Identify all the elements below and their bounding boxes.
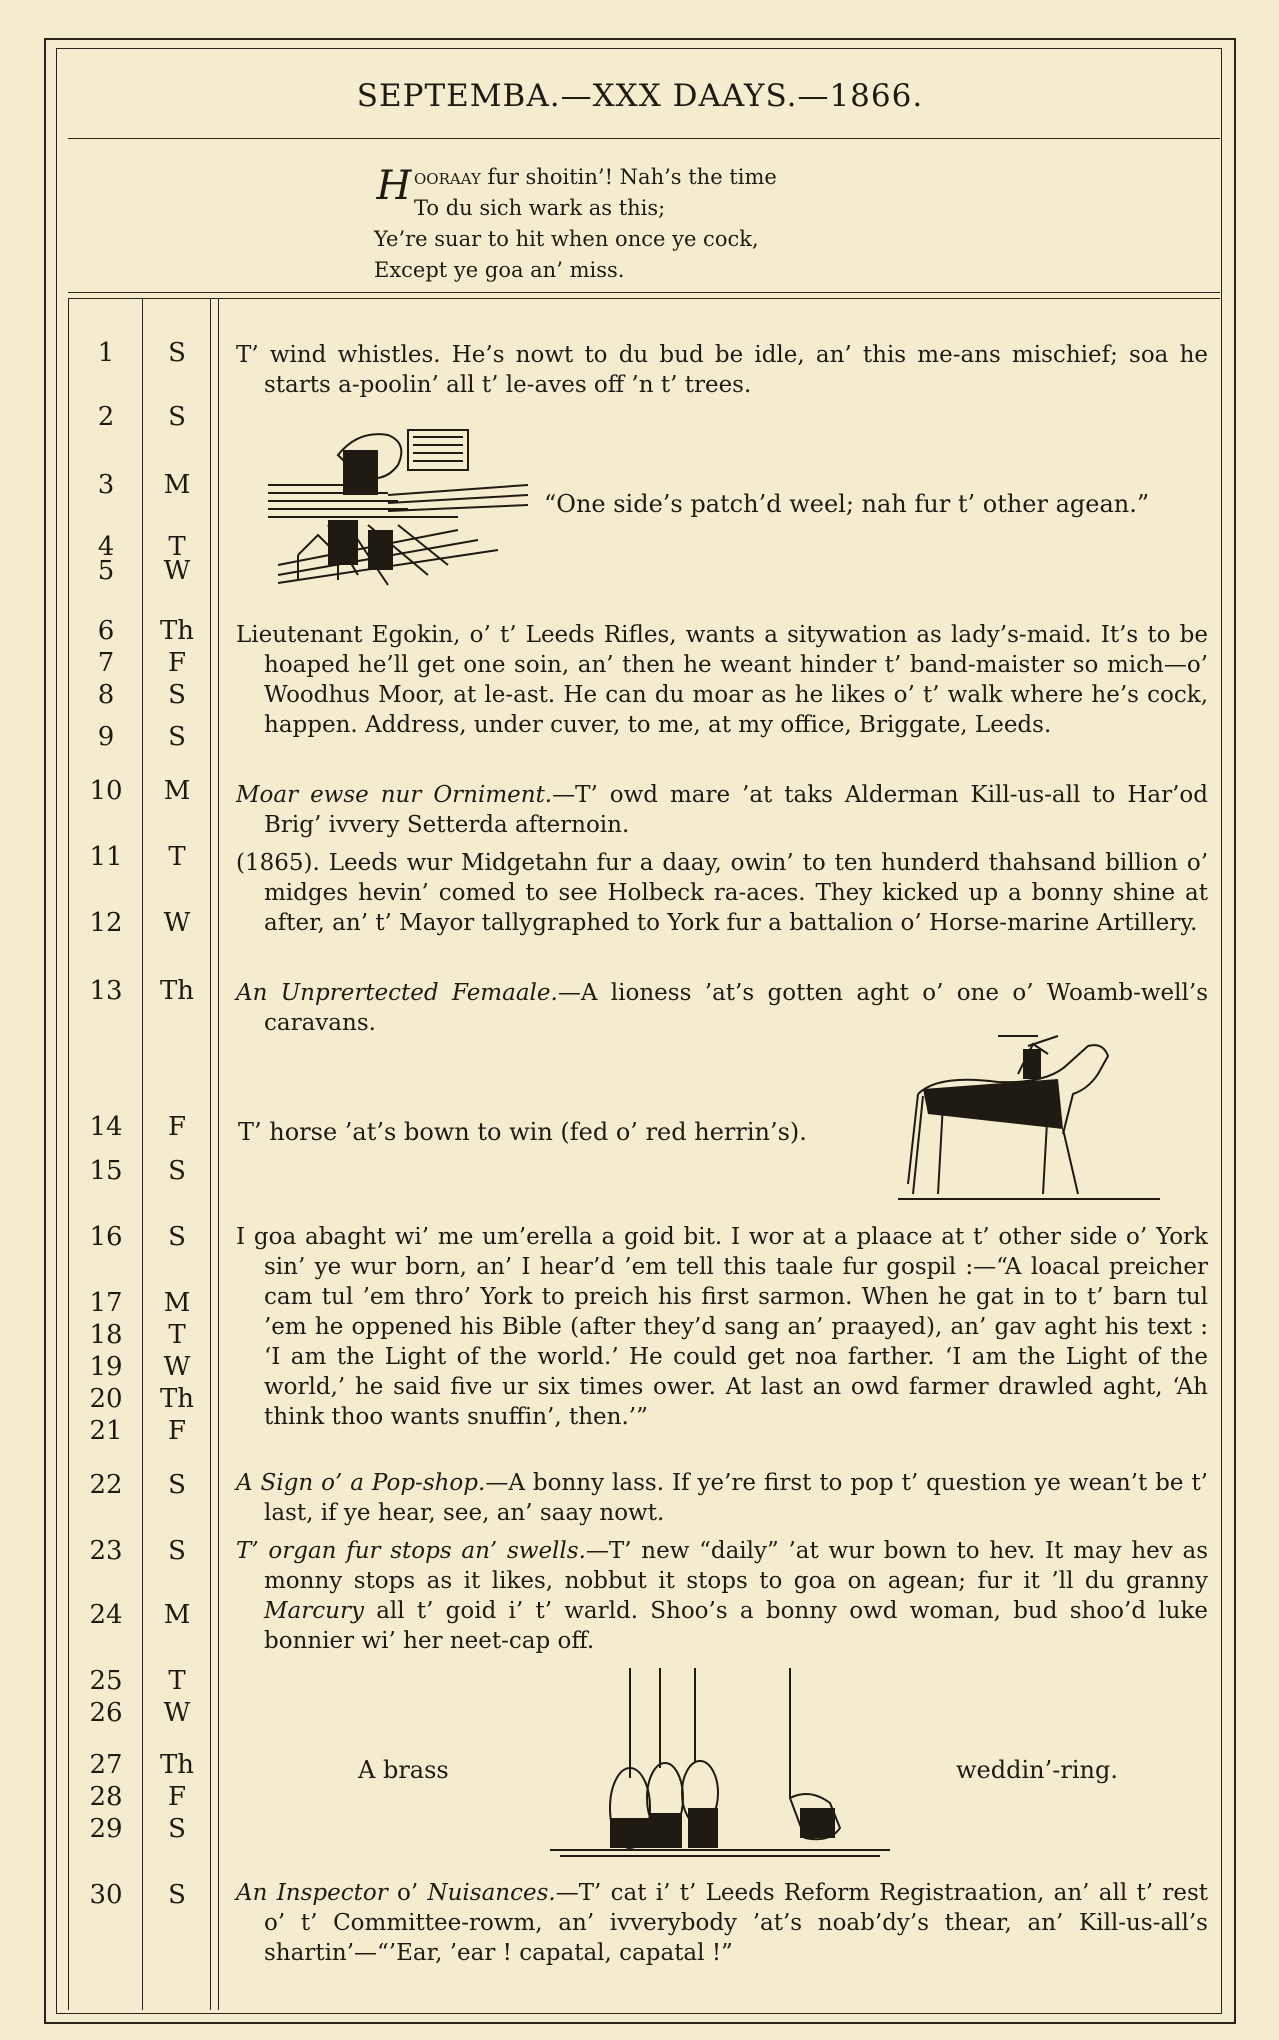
weekday-label: S <box>168 722 186 752</box>
brass-instruments-illustration <box>550 1668 900 1860</box>
weekday-label: S <box>168 338 186 368</box>
weekday-label: T <box>168 1320 186 1350</box>
day-number: 21 <box>89 1416 123 1446</box>
verse-line-3: Ye’re suar to hit when once ye cock, <box>374 227 759 251</box>
dropcap: H <box>376 163 412 209</box>
day-number: 24 <box>89 1600 123 1630</box>
day-number: 1 <box>97 338 115 368</box>
weekday-label: W <box>163 556 191 586</box>
weekday-label: S <box>168 1222 186 1252</box>
weekday-label: M <box>163 776 191 806</box>
weekday-label: Th <box>159 976 195 1006</box>
weekday-label: S <box>168 1156 186 1186</box>
day-number: 22 <box>89 1470 123 1500</box>
entry-femaale: An Unprertected Femaale.—A lioness ’at’s gotten aght o’ one o’ Woamb-well’s caravans. <box>236 980 1208 1036</box>
verse-line-1: ooraay fur shoitin’! Nah’s the time <box>414 165 777 189</box>
weekday-label: S <box>168 1814 186 1844</box>
weekday-label: T <box>168 1666 186 1696</box>
entry-inspector: An Inspector o’ Nuisances.—T’ cat i’ t’ Leeds Reform Registraation, an’ all t’ rest o’ t’ Committee-rowm, an’ ivverybody ’at’s noab’dy’s thear, an’ Kill-us-all’s shartin’—“’Ear, ’ear ! capatal, capatal !” <box>236 1880 1208 1966</box>
title-rule <box>68 138 1220 139</box>
weekday-label: W <box>163 908 191 938</box>
day-number: 7 <box>97 648 115 678</box>
weekday-label: Th <box>159 1750 195 1780</box>
day-number: 4 <box>97 532 115 562</box>
brass-caption-right: weddin’-ring. <box>956 1756 1118 1784</box>
column-line <box>68 298 69 2010</box>
weekday-label: M <box>163 1288 191 1318</box>
day-number: 17 <box>89 1288 123 1318</box>
day-number: 19 <box>89 1352 123 1382</box>
verse-line-2: To du sich wark as this; <box>414 196 666 220</box>
weekday-label: M <box>163 1600 191 1630</box>
day-number: 26 <box>89 1698 123 1728</box>
day-number: 23 <box>89 1536 123 1566</box>
weekday-label: F <box>167 648 187 678</box>
day-number: 30 <box>89 1880 123 1910</box>
day-number: 27 <box>89 1750 123 1780</box>
opening-verse <box>374 162 777 286</box>
weekday-label: F <box>167 1416 187 1446</box>
day-number: 5 <box>97 556 115 586</box>
entry-wind: T’ wind whistles. He’s nowt to du bud be idle, an’ this me-ans mischief; soa he starts a-poolin’ all t’ le-aves off ’n t’ trees. <box>236 342 1208 398</box>
day-number: 13 <box>89 976 123 1006</box>
day-number: 6 <box>97 616 115 646</box>
verse-rule-1 <box>68 292 1220 293</box>
brass-caption-left: A brass <box>358 1756 449 1784</box>
verse-rule-2 <box>68 298 1220 299</box>
weekday-label: F <box>167 1782 187 1812</box>
day-number: 16 <box>89 1222 123 1252</box>
day-number: 29 <box>89 1814 123 1844</box>
weekday-label: F <box>167 1112 187 1142</box>
horse-caption: T’ horse ’at’s bown to win (fed o’ red herrin’s). <box>238 1118 807 1146</box>
weekday-label: M <box>163 470 191 500</box>
patch-caption: “One side’s patch’d weel; nah fur t’ other agean.” <box>544 490 1150 518</box>
weekday-label: S <box>168 1536 186 1566</box>
column-line <box>210 298 211 2010</box>
day-number: 14 <box>89 1112 123 1142</box>
day-number: 11 <box>89 842 123 872</box>
day-number: 10 <box>89 776 123 806</box>
day-number: 3 <box>97 470 115 500</box>
weekday-label: T <box>168 842 186 872</box>
verse-line-4: Except ye goa an’ miss. <box>374 258 625 282</box>
weekday-label: W <box>163 1698 191 1728</box>
day-number: 2 <box>97 402 115 432</box>
column-line <box>142 298 143 2010</box>
weekday-label: T <box>168 532 186 562</box>
day-number: 9 <box>97 722 115 752</box>
day-number: 28 <box>89 1782 123 1812</box>
weekday-label: S <box>168 1880 186 1910</box>
patched-figure-illustration <box>258 425 538 590</box>
day-number: 25 <box>89 1666 123 1696</box>
weekday-label: W <box>163 1352 191 1382</box>
column-line <box>218 298 219 2010</box>
entry-sign: A Sign o’ a Pop-shop.—A bonny lass. If ye’re first to pop t’ question ye wean’t be t’ last, if ye hear, see, an’ saay nowt. <box>236 1470 1208 1526</box>
day-number: 20 <box>89 1384 123 1414</box>
entry-organ: T’ organ fur stops an’ swells.—T’ new “daily” ’at wur bown to hev. It may hev as monny stops as it likes, nobbut it stops to goa on agean; fur it ’ll du granny Marcury all t’ goid i’ t’ warld. Shoo’s a bonny owd woman, bud shoo’d luke bonnier wi’ her neet-cap off. <box>236 1538 1208 1654</box>
weekday-label: S <box>168 680 186 710</box>
weekday-label: S <box>168 1470 186 1500</box>
entry-moar: Moar ewse nur Orniment.—T’ owd mare ’at taks Alderman Kill-us-all to Har’od Brig’ ivvery Setterda afternoin. <box>236 782 1208 838</box>
day-number: 18 <box>89 1320 123 1350</box>
entry-umbrella: I goa abaght wi’ me um’erella a goid bit. I wor at a plaace at t’ other side o’ York sin’ ye wur born, an’ I hear’d ’em tell this taale fur gospil :—“A loacal preicher cam tul ’em thro’ York to preich his first sarmon. When he gat in to t’ barn tul ’em he oppened his Bible (after they’d sang an’ praayed), an’ gav aght his text : ‘I am the Light of the world.’ He could get noa farther. ‘I am the Light of the world,’ he said five ur six times ower. At last an owd farmer drawled aght, ‘Ah think thoo wants snuffin’, then.’” <box>236 1224 1208 1430</box>
weekday-label: S <box>168 402 186 432</box>
day-number: 8 <box>97 680 115 710</box>
day-number: 12 <box>89 908 123 938</box>
horse-illustration <box>898 1034 1160 1212</box>
entry-midges: (1865). Leeds wur Midgetahn fur a daay, owin’ to ten hunderd thahsand billion o’ midges hevin’ comed to see Holbeck ra-aces. They kicked up a bonny shine at after, an’ t’ Mayor tallygraphed to York fur a battalion o’ Horse-marine Artillery. <box>236 850 1208 936</box>
page-title: SEPTEMBA.—XXX DAAYS.—1866. <box>356 78 924 114</box>
day-number: 15 <box>89 1156 123 1186</box>
weekday-label: Th <box>159 1384 195 1414</box>
weekday-label: Th <box>159 616 195 646</box>
entry-lieutenant: Lieutenant Egokin, o’ t’ Leeds Rifles, wants a sitywation as lady’s-maid. It’s to be hoaped he’ll get one soin, an’ then he weant hinder t’ band-maister so mich—o’ Woodhus Moor, at le-ast. He can du moar as he likes o’ t’ walk where he’s cock, happen. Address, under cuver, to me, at my office, Briggate, Leeds. <box>236 622 1208 738</box>
